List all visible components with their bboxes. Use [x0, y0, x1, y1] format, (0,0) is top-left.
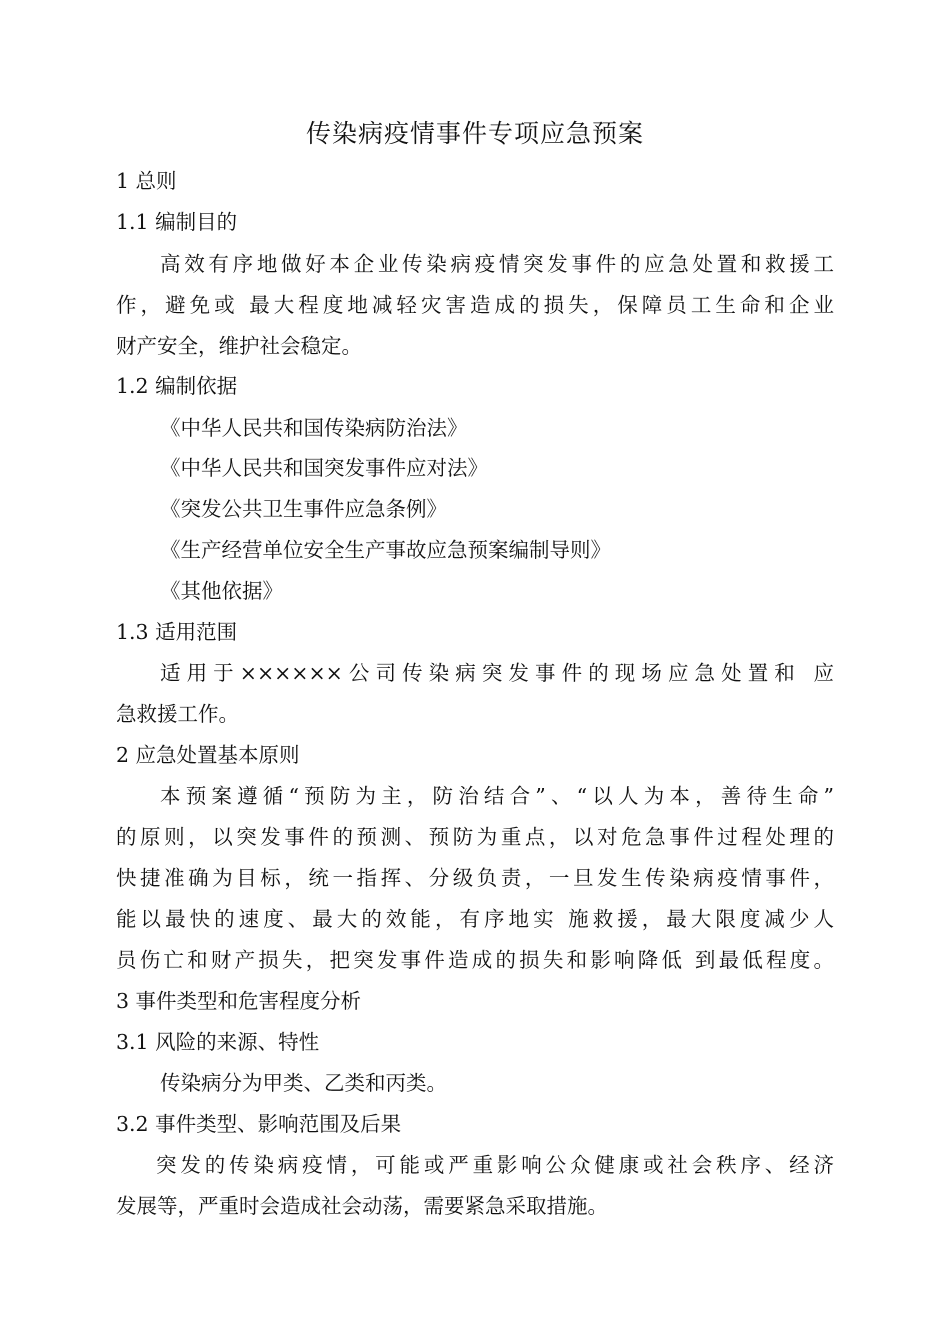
basis-item: 《其他依据》 [160, 579, 283, 603]
paragraph-line: 发展等，严重时会造成社会动荡，需要紧急采取措施。 [116, 1194, 608, 1218]
heading-general: 1 总则 [116, 169, 177, 193]
heading-event-types: 3 事件类型和危害程度分析 [116, 989, 362, 1013]
paragraph-line: 快捷准确为目标，统一指挥、分级负责，一旦发生传染病疫情事件， [116, 866, 834, 890]
basis-item: 《中华人民共和国传染病防治法》 [160, 416, 468, 440]
heading-risk-source: 3.1 风险的来源、特性 [116, 1030, 320, 1054]
heading-purpose: 1.1 编制目的 [116, 210, 238, 234]
heading-principles: 2 应急处置基本原则 [116, 743, 300, 767]
paragraph-line: 能以最快的速度、最大的效能，有序地实 施救援，最大限度减少人 [116, 907, 834, 931]
paragraph-line: 急救援工作。 [116, 702, 239, 726]
paragraph-line: 适用于××××××公司传染病突发事件的现场应急处置和 应 [160, 661, 834, 685]
basis-item: 《生产经营单位安全生产事故应急预案编制导则》 [160, 538, 611, 562]
document-title: 传染病疫情事件专项应急预案 [305, 119, 644, 148]
paragraph-line: 本预案遵循“预防为主，防治结合”、“以人为本，善待生命” [160, 784, 834, 808]
heading-scope: 1.3 适用范围 [116, 620, 238, 644]
paragraph-line: 突发的传染病疫情，可能或严重影响公众健康或社会秩序、经济 [156, 1153, 834, 1177]
heading-basis: 1.2 编制依据 [116, 374, 238, 398]
basis-item: 《中华人民共和国突发事件应对法》 [160, 456, 488, 480]
basis-item: 《突发公共卫生事件应急条例》 [160, 497, 447, 521]
heading-impact: 3.2 事件类型、影响范围及后果 [116, 1112, 402, 1136]
paragraph-line: 的原则，以突发事件的预测、预防为重点，以对危急事件过程处理的 [116, 825, 834, 849]
paragraph-line: 员伤亡和财产损失，把突发事件造成的损失和影响降低 到最低程度。 [116, 948, 834, 972]
paragraph-line: 作，避免或 最大程度地减轻灾害造成的损失，保障员工生命和企业 [116, 293, 834, 317]
paragraph-line: 传染病分为甲类、乙类和丙类。 [160, 1071, 447, 1095]
paragraph-line: 财产安全，维护社会稳定。 [116, 334, 362, 358]
paragraph-line: 高效有序地做好本企业传染病疫情突发事件的应急处置和救援工 [160, 252, 834, 276]
